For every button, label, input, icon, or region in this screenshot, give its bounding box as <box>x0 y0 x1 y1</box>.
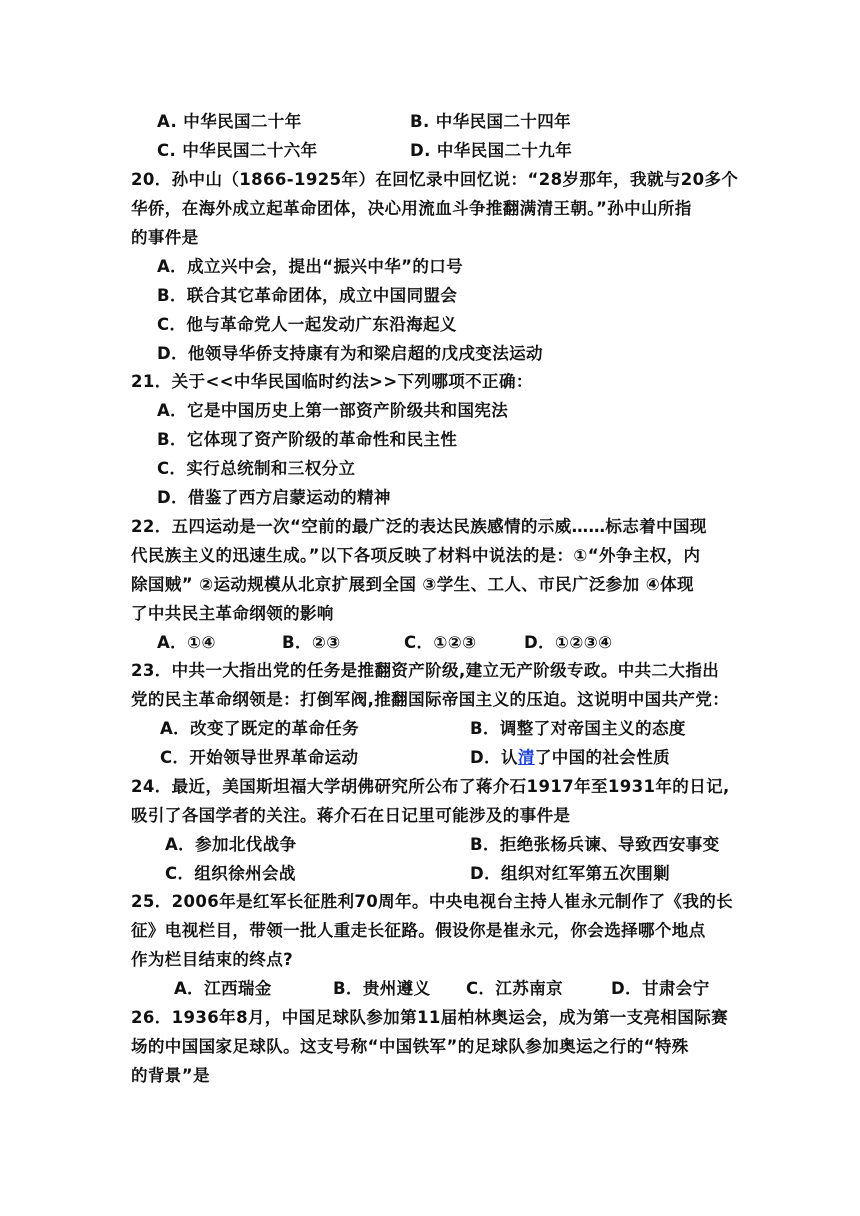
q20-stem-line2: 华侨，在海外成立起革命团体，决心用流血斗争推翻满清王朝。”孙中山所指 <box>131 199 692 218</box>
q24-stem-line2: 吸引了各国学者的关注。蒋介石在日记里可能涉及的事件是 <box>131 806 571 825</box>
q22-stem-line2: 代民族主义的迅速生成。”以下各项反映了材料中说法的是：①“外争主权，内 <box>131 546 701 565</box>
q22-stem-line4: 了中共民主革命纲领的影响 <box>131 604 334 623</box>
q24-option-d: D．组织对红军第五次围剿 <box>470 864 670 883</box>
q24-stem-line1: 24．最近，美国斯坦福大学胡佛研究所公布了蒋介石1917年至1931年的日记, <box>131 777 730 796</box>
q21-option-a: A．它是中国历史上第一部资产阶级共和国宪法 <box>157 401 509 420</box>
q20-option-d: D．他领导华侨支持康有为和梁启超的戊戌变法运动 <box>157 344 543 363</box>
q23-option-c: C．开始领导世界革命运动 <box>160 748 359 767</box>
q25-option-b: B．贵州遵义 <box>333 979 431 998</box>
q25-stem-line3: 作为栏目结束的终点? <box>131 950 294 969</box>
q22-option-d: D．①②③④ <box>524 633 613 652</box>
q25-stem-line1: 25．2006年是红军长征胜利70周年。中央电视台主持人崔永元制作了《我的长 <box>131 892 734 911</box>
q26-stem-line1: 26．1936年8月，中国足球队参加第11届柏林奥运会，成为第一支亮相国际赛 <box>131 1008 729 1027</box>
q25-option-a: A．江西瑞金 <box>174 979 272 998</box>
q26-stem-line3: 的背景”是 <box>131 1066 210 1085</box>
q19-option-a: A. 中华民国二十年 <box>157 112 302 131</box>
q20-stem-line3: 的事件是 <box>131 228 199 247</box>
q20-option-c: C．他与革命党人一起发动广东沿海起义 <box>157 315 457 334</box>
q19-option-b: B. 中华民国二十四年 <box>410 112 571 131</box>
q23-option-b: B．调整了对帝国主义的态度 <box>470 719 686 738</box>
q21-option-b: B．它体现了资产阶级的革命性和民主性 <box>157 430 458 449</box>
q21-option-c: C．实行总统制和三权分立 <box>157 459 356 478</box>
q22-option-c: C．①②③ <box>404 633 477 652</box>
q23-option-d-prefix: D．认 <box>470 748 518 767</box>
q24-option-b: B．拒绝张杨兵谏、导致西安事变 <box>470 835 720 854</box>
q20-stem-line1: 20．孙中山（1866-1925年）在回忆录中回忆说：“28岁那年，我就与20多个 <box>131 170 739 189</box>
q20-option-a: A．成立兴中会，提出“振兴中华”的口号 <box>157 257 464 276</box>
q22-option-b: B．②③ <box>282 633 341 652</box>
q19-option-c: C. 中华民国二十六年 <box>157 141 318 160</box>
q21-option-d: D．借鉴了西方启蒙运动的精神 <box>157 488 391 507</box>
q19-option-d: D. 中华民国二十九年 <box>410 141 573 160</box>
q24-option-c: C．组织徐州会战 <box>165 864 296 883</box>
q23-option-d-link[interactable]: 清 <box>517 748 535 767</box>
q23-stem-line2: 党的民主革命纲领是：打倒军阀,推翻国际帝国主义的压迫。这说明中国共产党： <box>131 690 730 709</box>
q23-option-a: A．改变了既定的革命任务 <box>160 719 360 738</box>
q25-stem-line2: 征》电视栏目，带领一批人重走长征路。假设你是崔永元，你会选择哪个地点 <box>131 921 706 940</box>
q26-stem-line2: 场的中国国家足球队。这支号称“中国铁军”的足球队参加奥运之行的“特殊 <box>131 1037 689 1056</box>
q22-option-a: A．①④ <box>157 633 216 652</box>
q25-option-c: C．江苏南京 <box>466 979 564 998</box>
q22-stem-line1: 22．五四运动是一次“空前的最广泛的表达民族感情的示威……标志着中国现 <box>131 517 707 536</box>
q20-option-b: B．联合其它革命团体，成立中国同盟会 <box>157 286 458 305</box>
q24-option-a: A．参加北伐战争 <box>165 835 297 854</box>
q23-option-d-suffix: 了中国的社会性质 <box>534 748 671 767</box>
q25-option-d: D．甘肃会宁 <box>611 979 710 998</box>
q21-stem: 21．关于<<中华民国临时约法>>下列哪项不正确： <box>131 372 533 391</box>
q22-stem-line3: 除国贼” ②运动规模从北京扩展到全国 ③学生、工人、市民广泛参加 ④体现 <box>131 575 694 594</box>
q23-stem-line1: 23．中共一大指出党的任务是推翻资产阶级,建立无产阶级专政。中共二大指出 <box>131 661 720 680</box>
q23-option-d <box>470 747 670 769</box>
